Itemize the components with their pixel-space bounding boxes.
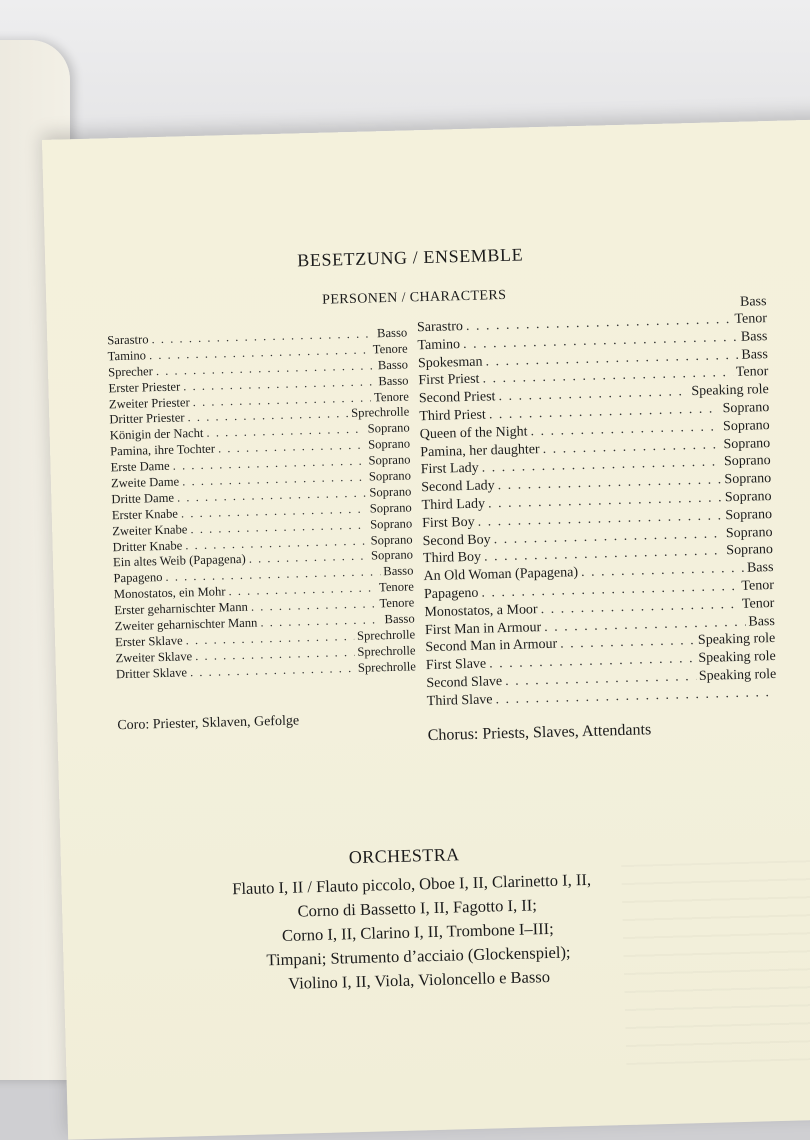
role-name: Second Man in Armour	[425, 637, 558, 656]
voice-type: Soprano	[726, 542, 774, 559]
voice-type: Soprano	[368, 468, 412, 484]
role-name: Erster Knabe	[111, 506, 179, 523]
voice-type: Soprano	[725, 506, 773, 524]
role-name: Erster Sklave	[114, 633, 183, 650]
voice-type: Tenore	[379, 595, 415, 611]
voice-type: Soprano	[370, 516, 413, 532]
role-name: Monostatos, ein Mohr	[113, 584, 226, 602]
orchestra-heading: ORCHESTRA	[348, 844, 460, 868]
dot-leader	[581, 561, 744, 581]
voice-type: Bass	[746, 560, 774, 576]
role-name: Ein altes Weib (Papagena)	[112, 552, 246, 570]
book-page	[42, 118, 810, 1140]
role-name: Second Priest	[418, 389, 496, 407]
dot-leader	[560, 633, 695, 653]
role-name: Dritte Dame	[111, 490, 175, 507]
role-name: Pamina, her daughter	[420, 441, 540, 460]
voice-type: Sprechrolle	[351, 404, 410, 421]
voice-type: Soprano	[724, 471, 772, 488]
orchestra-line: Corno I, II, Clarino I, II, Trombone I–III;	[281, 918, 554, 945]
role-name: Tamino	[417, 336, 461, 354]
voice-type: Sprechrolle	[356, 627, 416, 643]
orchestra-line: Flauto I, II / Flauto piccolo, Oboe I, II, Clarinetto I, II,	[232, 869, 592, 899]
role-name: Spokesman	[417, 354, 483, 371]
role-name: Third Boy	[422, 550, 482, 567]
voice-type: Soprano	[722, 400, 770, 417]
voice-type: Basso	[384, 611, 415, 627]
role-name: Pamina, ihre Tochter	[109, 441, 216, 459]
role-name: Zweiter Sklave	[115, 649, 193, 666]
voice-type: Tenore	[373, 389, 410, 404]
role-name: First Boy	[421, 514, 475, 531]
voice-type: Bass	[740, 328, 768, 345]
voice-type: Soprano	[369, 500, 412, 516]
role-name: Sprecher	[107, 363, 154, 380]
page-title: BESETZUNG / ENSEMBLE	[296, 244, 524, 271]
role-name: Sarastro	[107, 332, 149, 348]
role-name: First Slave	[425, 656, 487, 674]
voice-type: Soprano	[367, 436, 411, 452]
role-name: Erster Priester	[108, 379, 181, 396]
voice-type: Sprechrolle	[357, 659, 417, 675]
dot-leader	[190, 661, 355, 680]
role-name: Sarastro	[416, 319, 464, 336]
role-name: Queen of the Night	[419, 424, 528, 442]
role-name: First Lady	[420, 461, 479, 478]
role-name: Tamino	[107, 348, 147, 364]
role-name: Second Lady	[421, 478, 495, 496]
role-name: Königin der Nacht	[109, 426, 204, 443]
characters-heading: PERSONEN / CHARACTERS	[321, 287, 507, 308]
voice-type: Tenor	[741, 577, 775, 594]
role-name: Zweiter geharnischter Mann	[114, 615, 258, 634]
voice-type: Tenor	[741, 595, 775, 612]
voice-type: Soprano	[723, 435, 771, 452]
voice-type: Soprano	[370, 547, 414, 563]
english-top-voice: Bass	[739, 294, 767, 310]
voice-type: Tenore	[378, 579, 415, 595]
bleed-through-text	[621, 859, 810, 1065]
role-name: Monostatos, a Moor	[424, 601, 538, 620]
role-name: Zweite Dame	[110, 474, 180, 491]
voice-type: Bass	[748, 613, 776, 630]
german-cast-list	[107, 326, 416, 683]
voice-type: Soprano	[722, 417, 770, 435]
voice-type: Soprano	[368, 452, 411, 468]
role-name: Papageno	[113, 570, 163, 586]
voice-type: Soprano	[724, 488, 772, 506]
orchestra-line: Corno di Bassetto I, II, Fagotto I, II;	[297, 895, 538, 921]
german-chorus: Coro: Priester, Sklaven, Gefolge	[117, 713, 300, 734]
voice-type: Speaking role	[691, 382, 769, 400]
voice-type: Basso	[378, 373, 409, 388]
voice-type: Tenor	[735, 364, 769, 381]
voice-type: Soprano	[725, 524, 773, 541]
role-name: Erster geharnischter Mann	[114, 599, 249, 618]
orchestra-line: Timpani; Strumento d’acciaio (Glockenspiel);	[266, 942, 571, 970]
voice-type: Tenore	[372, 341, 408, 357]
role-name: Second Boy	[422, 531, 491, 549]
role-name: Third Lady	[421, 496, 486, 514]
role-name: Erste Dame	[110, 458, 170, 475]
orchestra-line: Violino I, II, Viola, Violoncello e Basso	[288, 966, 551, 993]
role-name: Third Priest	[419, 407, 487, 425]
voice-type: Bass	[741, 346, 769, 363]
role-name: An Old Woman (Papagena)	[423, 565, 579, 585]
voice-type: Tenor	[734, 311, 768, 327]
voice-type: Soprano	[370, 532, 413, 548]
role-name: Papageno	[423, 585, 479, 603]
role-name: Dritter Priester	[109, 410, 185, 427]
english-chorus: Chorus: Priests, Slaves, Attendants	[427, 721, 652, 745]
voice-type: Basso	[383, 563, 414, 579]
role-name: First Priest	[418, 372, 480, 389]
role-name: Dritter Knabe	[112, 538, 183, 554]
voice-type: Speaking role	[698, 666, 777, 684]
voice-type: Basso	[376, 325, 408, 341]
voice-type: Soprano	[367, 420, 410, 436]
role-name: First Man in Armour	[424, 619, 542, 638]
role-name: Dritter Sklave	[115, 665, 188, 681]
role-name: Third Slave	[426, 692, 493, 709]
voice-type: Speaking role	[697, 631, 776, 649]
voice-type: Sprechrolle	[357, 643, 416, 659]
english-cast-list	[416, 294, 777, 712]
role-name: Zweiter Priester	[108, 394, 190, 411]
orchestra-list	[201, 867, 634, 998]
voice-type: Soprano	[369, 484, 412, 500]
voice-type: Basso	[377, 357, 409, 373]
voice-type: Speaking role	[698, 649, 776, 667]
voice-type: Soprano	[723, 453, 771, 470]
role-name: Zweiter Knabe	[112, 522, 188, 538]
page-content	[42, 118, 810, 1140]
role-name: Second Slave	[426, 674, 503, 692]
